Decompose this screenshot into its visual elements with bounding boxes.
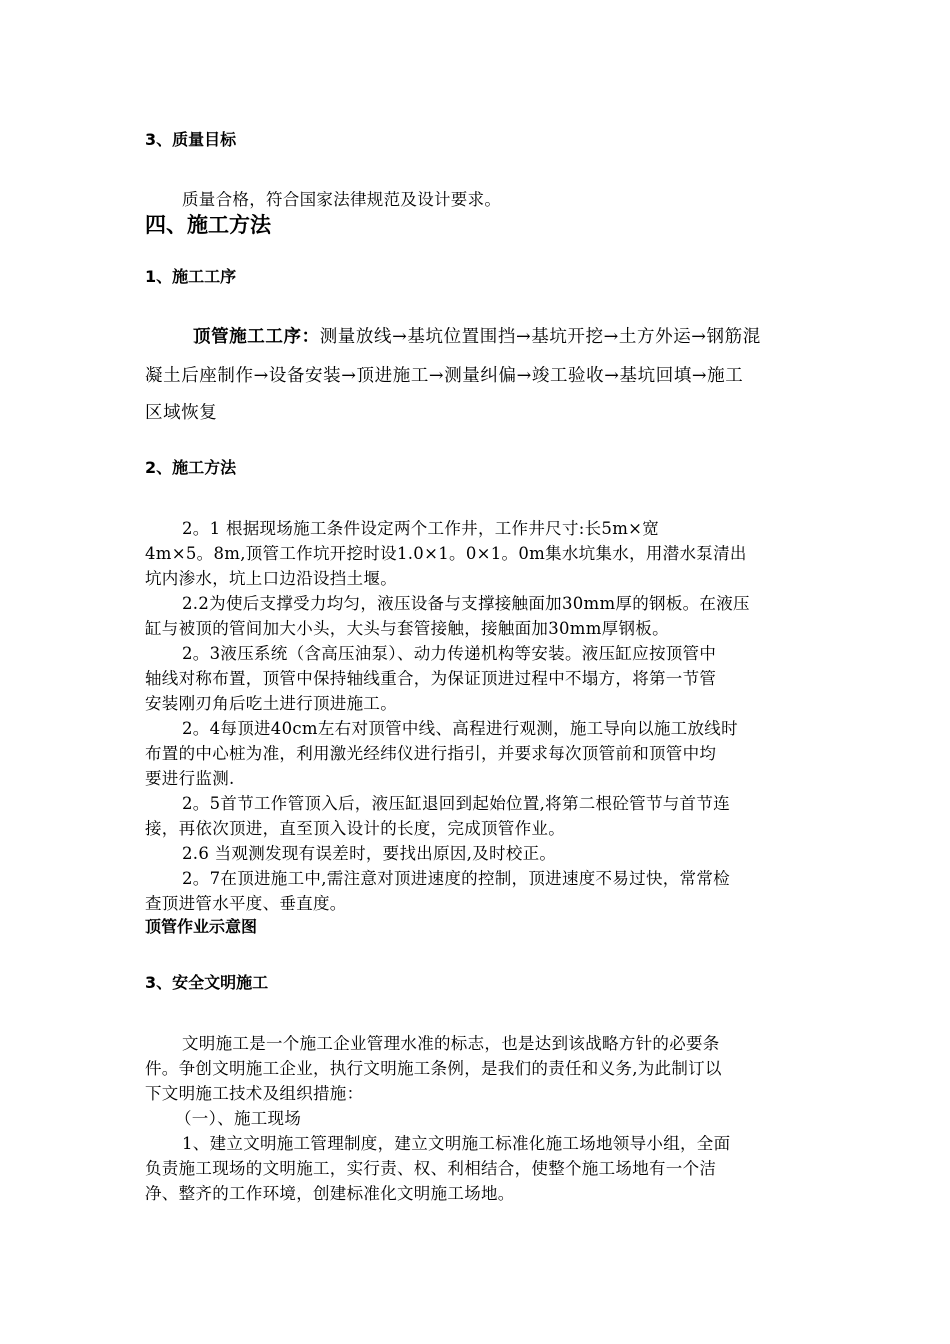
method-line: 轴线对称布置，顶管中保持轴线重合，为保证顶进过程中不塌方，将第一节管 bbox=[145, 669, 717, 688]
chapter-heading: 四、施工方法 bbox=[145, 213, 271, 237]
method-line: 2.2为使后支撑受力均匀，液压设备与支撑接触面加30mm厚的钢板。在液压 bbox=[182, 594, 750, 613]
safety-subheading: （一）、施工现场 bbox=[175, 1109, 302, 1128]
method-line: 2。1 根据现场施工条件设定两个工作井，工作井尺寸:长5m×宽 bbox=[182, 519, 660, 538]
process-text-1: 测量放线→基坑位置围挡→基坑开挖→土方外运→钢筋混 bbox=[319, 327, 761, 347]
method-line: 4m×5。8m,顶管工作坑开挖时设1.0×1。0×1。0m集水坑集水，用潜水泵清出 bbox=[145, 544, 747, 563]
method-line: 2。4每顶进40cm左右对顶管中线、高程进行观测，施工导向以施工放线时 bbox=[182, 719, 738, 738]
method-line: 2.6 当观测发现有误差时，要找出原因,及时校正。 bbox=[182, 844, 557, 863]
diagram-caption: 顶管作业示意图 bbox=[145, 917, 258, 936]
method-heading: 2、施工方法 bbox=[145, 458, 237, 477]
method-line: 2。5首节工作管顶入后，液压缸退回到起始位置,将第二根砼管节与首节连 bbox=[182, 794, 730, 813]
safety-line: 净、整齐的工作环境，创建标准化文明施工场地。 bbox=[145, 1184, 515, 1203]
process-label: 顶管施工工序： bbox=[193, 327, 320, 347]
safety-line: 负责施工现场的文明施工，实行责、权、利相结合，使整个施工场地有一个洁 bbox=[145, 1159, 717, 1178]
process-line-1 bbox=[193, 323, 761, 348]
safety-line: 文明施工是一个施工企业管理水准的标志，也是达到该战略方针的必要条 bbox=[182, 1034, 720, 1053]
process-line-2: 凝土后座制作→设备安装→顶进施工→测量纠偏→竣工验收→基坑回填→施工 bbox=[145, 366, 744, 386]
quality-heading: 3、质量目标 bbox=[145, 130, 237, 149]
method-line: 缸与被顶的管间加大小头，大头与套管接触，接触面加30mm厚钢板。 bbox=[145, 619, 669, 638]
quality-text: 质量合格，符合国家法律规范及设计要求。 bbox=[182, 190, 502, 209]
method-line: 要进行监测. bbox=[145, 769, 235, 788]
method-line: 查顶进管水平度、垂直度。 bbox=[145, 894, 347, 913]
safety-line: 1、建立文明施工管理制度，建立文明施工标准化施工场地领导小组，全面 bbox=[182, 1134, 731, 1153]
method-line: 安装刚刃角后吃土进行顶进施工。 bbox=[145, 694, 397, 713]
method-line: 接，再依次顶进，直至顶入设计的长度，完成顶管作业。 bbox=[145, 819, 565, 838]
safety-heading: 3、安全文明施工 bbox=[145, 973, 269, 992]
method-line: 布置的中心桩为准，利用激光经纬仪进行指引，并要求每次顶管前和顶管中均 bbox=[145, 744, 717, 763]
method-line: 2。3液压系统（含高压油泵）、动力传递机构等安装。液压缸应按顶管中 bbox=[182, 644, 717, 663]
safety-line: 下文明施工技术及组织措施： bbox=[145, 1084, 364, 1103]
method-line: 2。7在顶进施工中,需注意对顶进速度的控制，顶进速度不易过快，常常检 bbox=[182, 869, 730, 888]
method-line: 坑内渗水，坑上口边沿设挡土堰。 bbox=[145, 569, 397, 588]
process-line-3: 区域恢复 bbox=[145, 403, 218, 423]
safety-line: 件。争创文明施工企业，执行文明施工条例，是我们的责任和义务,为此制订以 bbox=[145, 1059, 722, 1078]
process-heading: 1、施工工序 bbox=[145, 267, 237, 286]
